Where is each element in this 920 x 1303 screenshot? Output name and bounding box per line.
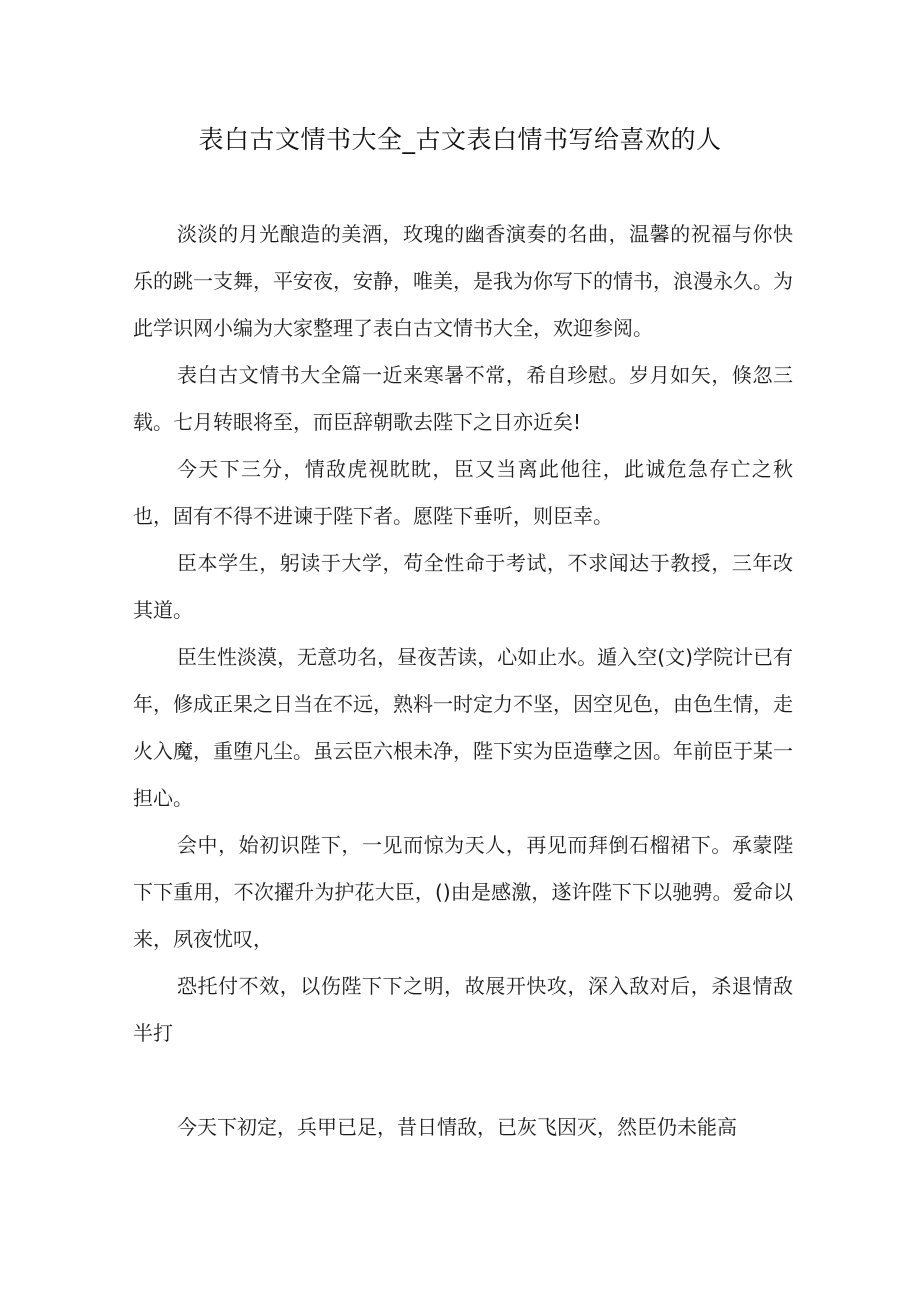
paragraph-2: 今天下三分，情敌虎视眈眈，臣又当离此他往，此诚危急存亡之秋也，固有不得不进谏于陛下者。愿陛下垂听，则臣幸。	[133, 457, 793, 528]
paragraph-7: 今天下初定，兵甲已足，昔日情敌，已灰飞因灭，然臣仍未能高	[177, 1115, 737, 1139]
page-title: 表白古文情书大全_古文表白情书写给喜欢的人	[198, 125, 722, 154]
paragraph-5: 会中，始初识陛下，一见而惊为天人，再见而拜倒石榴裙下。承蒙陛下下重用，不次擢升为护花大臣，()由是感激，遂许陛下下以驰骋。爱命以来，夙夜忧叹，	[133, 833, 793, 951]
document-body	[133, 211, 793, 1151]
paragraph-6: 恐托付不效，以伤陛下下之明，故展开快攻，深入敌对后，杀退情敌半打	[133, 974, 793, 1045]
paragraph-3: 臣本学生，躬读于大学，苟全性命于考试，不求闻达于教授，三年改其道。	[133, 551, 793, 622]
paragraph-1: 表白古文情书大全篇一近来寒暑不常，希自珍慰。岁月如矢，倏忽三载。七月转眼将至，而臣辞朝歌去陛下之日亦近矣!	[133, 363, 793, 434]
paragraph-4: 臣生性淡漠，无意功名，昼夜苦读，心如止水。遁入空(文)学院计已有年，修成正果之日当在不远，熟料一时定力不坚，因空见色，由色生情，走火入魔，重堕凡尘。虽云臣六根未净，陛下实为臣造孽之因。年前臣于某一担心。	[133, 645, 793, 810]
paragraph-intro: 淡淡的月光酿造的美酒，玫瑰的幽香演奏的名曲，温馨的祝福与你快乐的跳一支舞，平安夜，安静，唯美，是我为你写下的情书，浪漫永久。为此学识网小编为大家整理了表白古文情书大全，欢迎参阅。	[133, 222, 793, 340]
